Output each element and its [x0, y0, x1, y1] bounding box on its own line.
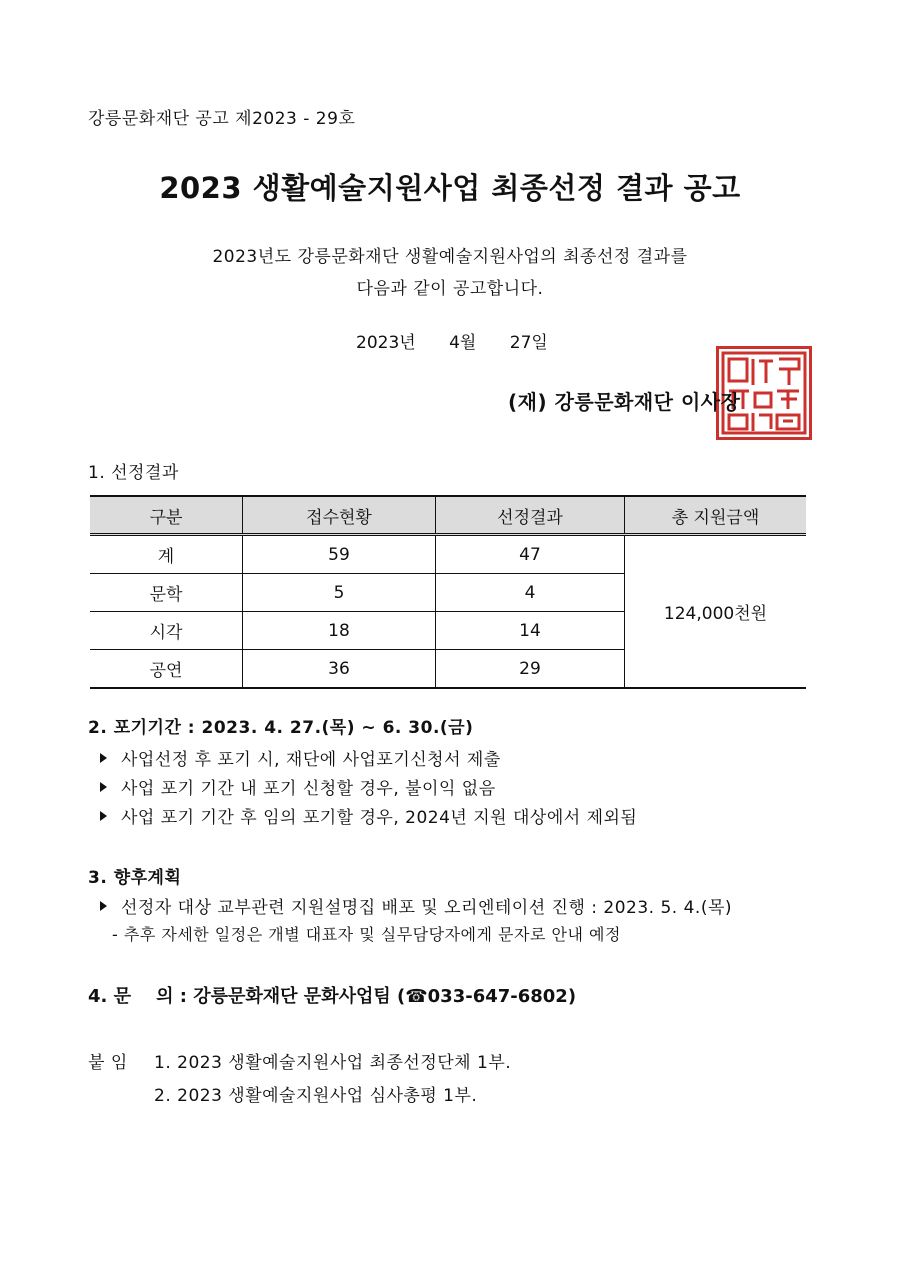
- list-item: [100, 774, 496, 799]
- bullet-triangle-icon: [100, 782, 107, 792]
- cell-category: 계: [157, 547, 175, 567]
- cell-selected: 29: [436, 650, 625, 689]
- list-item: [100, 803, 637, 828]
- list-item: [100, 745, 501, 770]
- header-total-amount: 총 지원금액: [625, 496, 807, 535]
- section2-heading: 2. 포기기간 : 2023. 4. 27.(목) ~ 6. 30.(금): [88, 718, 474, 738]
- attachment-text: 1. 2023 생활예술지원사업 최종선정단체 1부.: [154, 1053, 512, 1073]
- cell-received: 59: [243, 535, 436, 574]
- bullet-triangle-icon: [100, 753, 107, 763]
- header-category: 구분: [90, 496, 243, 535]
- attachment-label: 붙 임: [88, 1053, 128, 1073]
- notice-date: [356, 328, 576, 353]
- intro-line-1: 2023년도 강릉문화재단 생활예술지원사업의 최종선정 결과를: [212, 247, 688, 267]
- cell-category: 공연: [90, 650, 243, 689]
- page-title: 2023 생활예술지원사업 최종선정 결과 공고: [159, 171, 741, 205]
- list-item-text: 사업선정 후 포기 시, 재단에 사업포기신청서 제출: [121, 750, 501, 770]
- header-selected: 선정결과: [436, 496, 625, 535]
- cell-received: 5: [243, 574, 436, 612]
- issuer-name: (재) 강릉문화재단 이사장: [508, 390, 741, 414]
- bullet-triangle-icon: [100, 811, 107, 821]
- list-item-text: 사업 포기 기간 내 포기 신청할 경우, 불이익 없음: [121, 779, 496, 799]
- list-item-text: 사업 포기 기간 후 임의 포기할 경우, 2024년 지원 대상에서 제외됨: [121, 808, 638, 828]
- header-received: 접수현황: [243, 496, 436, 535]
- date-day: 27일: [509, 333, 548, 353]
- cell-selected: 4: [436, 574, 625, 612]
- cell-total-amount: 124,000천원: [625, 535, 807, 689]
- date-year: 2023년: [356, 333, 416, 353]
- table-row: [90, 535, 806, 574]
- list-item-text: 선정자 대상 교부관련 지원설명집 배포 및 오리엔테이션 진행 : 2023. 5. 4.(목): [121, 898, 733, 918]
- section4-contact: 4. 문 의 : 강릉문화재단 문화사업팀 (☎033-647-6802): [88, 986, 577, 1007]
- cell-selected: 47: [436, 535, 625, 574]
- schedule-note: - 추후 자세한 일정은 개별 대표자 및 실무담당자에게 문자로 안내 예정: [112, 925, 621, 944]
- date-month: 4월: [449, 333, 477, 353]
- attachment-item: 2. 2023 생활예술지원사업 심사총평 1부.: [154, 1086, 478, 1106]
- cell-category: 문학: [90, 574, 243, 612]
- section3-heading: 3. 향후계획: [88, 868, 182, 888]
- cell-received: 36: [243, 650, 436, 689]
- results-table: [90, 495, 806, 689]
- cell-selected: 14: [436, 612, 625, 650]
- attachment-item: [88, 1048, 511, 1073]
- cell-received: 18: [243, 612, 436, 650]
- intro-line-2: 다음과 같이 공고합니다.: [356, 279, 544, 299]
- bullet-triangle-icon: [100, 901, 107, 911]
- table-header-row: [90, 496, 806, 535]
- list-item: [100, 893, 732, 918]
- cell-category: 시각: [90, 612, 243, 650]
- section1-heading: 1. 선정결과: [88, 463, 179, 483]
- notice-number: 강릉문화재단 공고 제2023 - 29호: [88, 109, 356, 129]
